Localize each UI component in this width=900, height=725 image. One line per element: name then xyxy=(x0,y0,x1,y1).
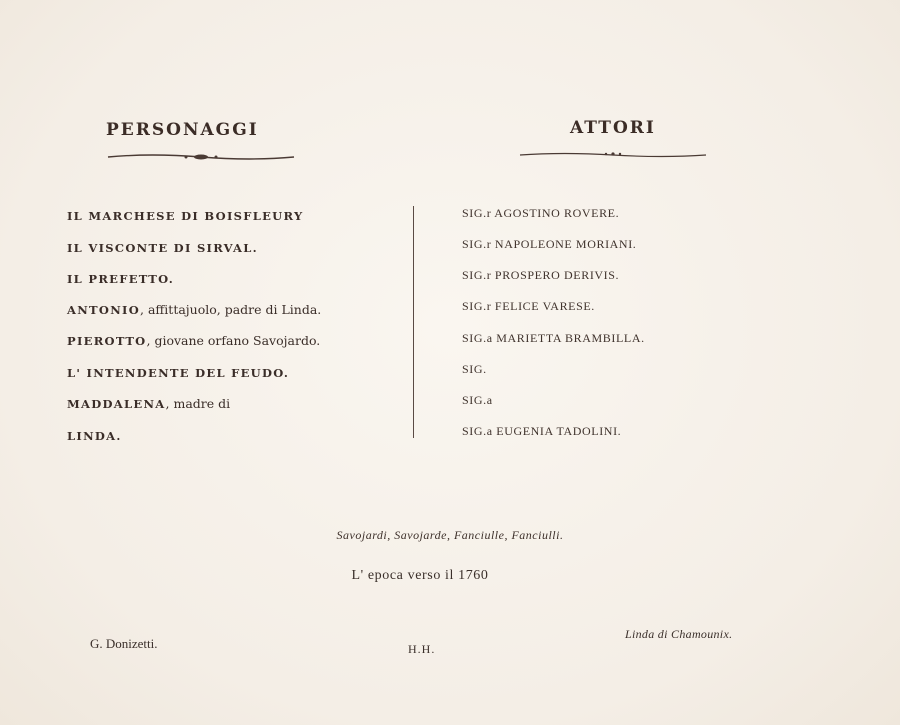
actor-line: SIG.a MARIETTA BRAMBILLA. xyxy=(462,331,645,345)
role-name: IL PREFETTO. xyxy=(67,272,175,286)
role-desc: , madre di xyxy=(165,396,231,411)
opera-title: Linda di Chamounix. xyxy=(625,627,733,641)
role-visconte xyxy=(67,240,258,255)
role-linda xyxy=(67,428,122,443)
role-intendente xyxy=(67,365,289,380)
role-pierotto xyxy=(67,333,320,348)
role-name: IL VISCONTE DI SIRVAL. xyxy=(67,241,258,255)
actors-flourish xyxy=(518,150,708,160)
epoch-line: L' epoca verso il 1760 xyxy=(351,568,489,583)
characters-heading: PERSONAGGI xyxy=(106,120,259,140)
role-maddalena xyxy=(67,396,230,411)
chorus-line: Savojardi, Savojarde, Fanciulle, Fanciulli. xyxy=(336,528,564,542)
actor-line: SIG.r PROSPERO DERIVIS. xyxy=(462,268,620,282)
actor-line: SIG.r FELICE VARESE. xyxy=(462,299,595,313)
column-divider xyxy=(413,206,414,438)
role-prefetto xyxy=(67,271,174,286)
actor-line: SIG.r NAPOLEONE MORIANI. xyxy=(462,237,637,251)
actor-line: SIG.a EUGENIA TADOLINI. xyxy=(462,424,622,438)
actor-line: SIG.a xyxy=(462,393,493,407)
actor-line: SIG.r AGOSTINO ROVERE. xyxy=(462,206,620,220)
role-antonio xyxy=(67,302,321,317)
characters-flourish xyxy=(106,152,296,162)
actors-heading: ATTORI xyxy=(570,118,656,138)
actor-line: SIG. xyxy=(462,362,487,376)
composer-signature: G. Donizetti. xyxy=(90,636,158,651)
role-marchese xyxy=(67,208,303,223)
role-name: IL MARCHESE DI BOISFLEURY xyxy=(67,209,304,223)
role-name: PIEROTTO xyxy=(67,334,147,348)
role-name: ANTONIO xyxy=(67,303,141,317)
role-name: MADDALENA xyxy=(67,397,166,411)
role-name: LINDA. xyxy=(67,429,122,443)
role-desc: , affittajuolo, padre di Linda. xyxy=(140,302,322,317)
role-name: L' INTENDENTE DEL FEUDO. xyxy=(67,366,290,380)
role-desc: , giovane orfano Savojardo. xyxy=(146,333,321,348)
publisher-initials: H.H. xyxy=(408,642,436,656)
